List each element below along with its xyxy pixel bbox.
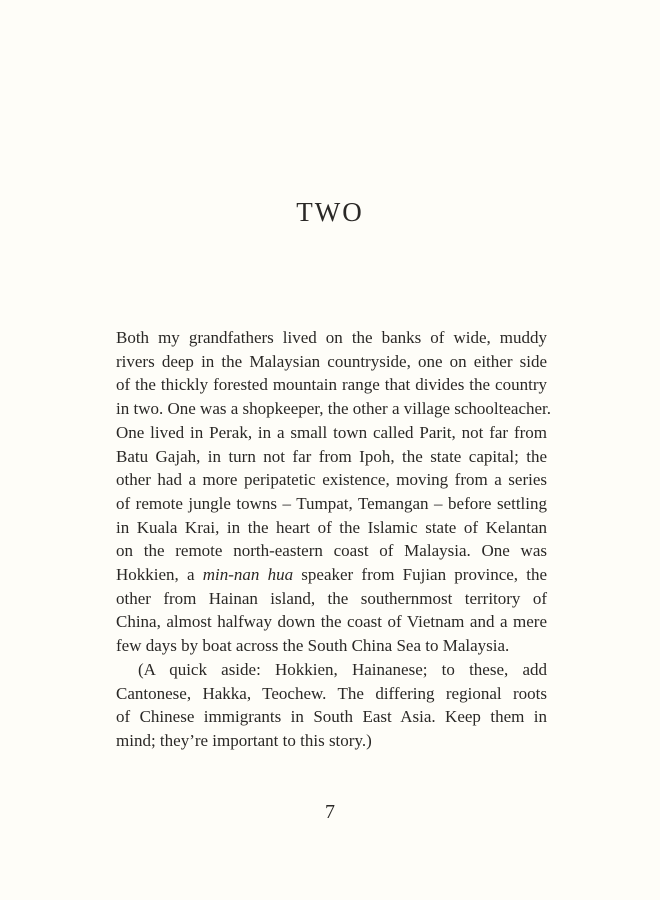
text-line: rivers deep in the Malaysian countryside, one on either side <box>116 351 547 371</box>
text-line: other from Hainan island, the southernmost territory of <box>116 588 547 608</box>
text-line: other had a more peripatetic existence, moving from a series <box>116 470 547 490</box>
text-segment: speaker from Fujian province, the <box>293 565 547 585</box>
text-line-with-italic <box>116 563 547 587</box>
text-line: Both my grandfathers lived on the banks of wide, muddy <box>116 328 547 347</box>
text-line: Batu Gajah, in turn not far from Ipoh, the state capital; the <box>116 446 547 466</box>
text-line: China, almost halfway down the coast of Vietnam and a mere <box>116 612 547 632</box>
text-line: of remote jungle towns – Tumpat, Temangan – before settling <box>116 493 547 513</box>
text-segment: Hokkien, a <box>116 565 203 585</box>
paragraph-1 <box>116 326 552 658</box>
body-text <box>116 326 552 753</box>
text-line: few days by boat across the South China Sea to Malaysia. <box>116 636 510 656</box>
text-line: mind; they’re important to this story.) <box>116 730 372 750</box>
text-line: Cantonese, Hakka, Teochew. The differing regional roots <box>116 683 547 703</box>
text-line: One lived in Perak, in a small town called Parit, not far from <box>116 422 547 442</box>
text-line: of the thickly forested mountain range that divides the country <box>116 375 547 395</box>
page-number: 7 <box>325 801 335 823</box>
italic-term: min-nan hua <box>202 565 294 585</box>
paragraph-2 <box>116 658 547 753</box>
text-line: on the remote north-eastern coast of Malaysia. One was <box>116 541 547 561</box>
text-line: in Kuala Krai, in the heart of the Islamic state of Kelantan <box>116 517 547 537</box>
text-line: in two. One was a shopkeeper, the other a village schoolteacher. <box>116 399 552 419</box>
text-line: of Chinese immigrants in South East Asia. Keep them in <box>116 707 547 727</box>
text-line: (A quick aside: Hokkien, Hainanese; to these, add <box>138 659 547 679</box>
chapter-title: TWO <box>296 197 364 227</box>
